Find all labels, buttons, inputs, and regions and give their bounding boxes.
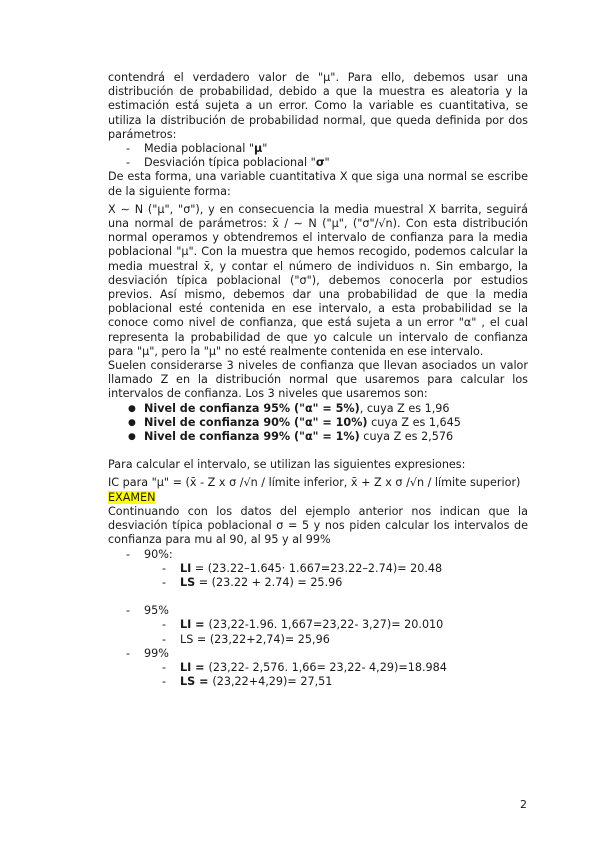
paragraph-confidence-levels: Suelen considerarse 3 niveles de confianza que llevan asociados un valor llamado Z en la distribución normal que usaremos para calcular los intervalos de confianza. Los 3 niveles que usaremos son: <box>108 359 528 401</box>
list-item <box>108 416 528 430</box>
li-value: = (23.22–1.645· 1.667=23.22–2.74)= 20.48 <box>191 561 443 575</box>
param-text: Desviación típica poblacional " <box>144 156 316 170</box>
ls-value: (23,22+4,29)= 27,51 <box>212 675 333 689</box>
paragraph-exercise: Continuando con los datos del ejemplo anterior nos indican que la desviación típica poblacional σ = 5 y nos piden calcular los intervalos de confianza para mu al 90, al 95 y al 99% <box>108 504 528 547</box>
case-results-99 <box>108 661 528 689</box>
list-item <box>108 633 528 647</box>
list-item <box>108 576 528 590</box>
paragraph-sample-mean: X ∼ N ("μ", "σ"), y en consecuencia la media muestral X barrita, seguirá una normal de parámetros: x̄ / ∼ N ("μ", ("σ"/√n). Con esta distribución normal operamos y obtendremos el intervalo de confianza para la media poblacional "μ". Con la muestra que hemos recogido, podemos calcular la media muestral x̄, y contar el número de individuos n. Sin embargo, la desviación típica poblacional ("σ"), debemos conocerla por estudios previos. Así mismo, debemos dar una probabilidad de que la media poblacional esté contenida en ese intervalo, a esta probabilidad se la conoce como nivel de confianza, que está sujeta a un error "α" , el cual representa la probabilidad de que yo calcule un intervalo de confianza para "μ", pero la "μ" no esté realmente contenida en ese intervalo. <box>108 202 528 358</box>
level-label: Nivel de confianza 99% ("α" = 1%) <box>144 430 360 444</box>
list-item <box>108 142 528 156</box>
page-number: 2 <box>520 798 527 811</box>
param-end: " <box>324 156 330 170</box>
ls-label: LS = <box>180 675 213 689</box>
list-item <box>108 661 528 675</box>
case-label: - 90%: <box>108 548 528 562</box>
param-symbol: σ <box>315 156 325 170</box>
li-label: LI = <box>180 618 209 632</box>
case-label: - 99% <box>108 647 528 661</box>
list-item <box>108 402 528 416</box>
li-label: LI <box>180 561 192 575</box>
level-z: cuya Z es 1,645 <box>367 415 461 429</box>
exam-label-line <box>108 491 528 505</box>
list-item <box>108 430 528 444</box>
ls-value: LS = (23,22+2,74)= 25,96 <box>180 632 330 646</box>
case-list-90 <box>108 548 528 562</box>
parameter-list <box>108 142 528 170</box>
case-list-95 <box>108 604 528 618</box>
case-label: - 95% <box>108 604 528 618</box>
case-list-99 <box>108 647 528 661</box>
level-z: , cuya Z es 1,96 <box>359 401 450 415</box>
case-results-90 <box>108 562 528 590</box>
case-results-95 <box>108 618 528 646</box>
level-z: cuya Z es 2,576 <box>359 430 454 444</box>
formula-interval: IC para "μ" = (x̄ - Z x σ /√n / límite inferior, x̄ + Z x σ /√n / límite superior) <box>108 476 521 490</box>
level-label: Nivel de confianza 90% ("α" = 10%) <box>144 415 368 429</box>
ls-value: = (23.22 + 2.74) = 25.96 <box>195 575 343 589</box>
li-label: LI = <box>180 660 209 674</box>
param-symbol: μ <box>254 142 263 156</box>
paragraph-normal-form: De esta forma, una variable cuantitativa X que siga una normal se escribe de la siguiente forma: <box>108 170 528 198</box>
list-item <box>108 156 528 170</box>
ls-label: LS <box>180 575 196 589</box>
li-value: (23,22- 2,576. 1,66= 23,22- 4,29)=18.984 <box>208 660 447 674</box>
confidence-level-list <box>108 402 528 445</box>
exam-highlight: EXAMEN <box>108 490 156 504</box>
param-end: " <box>262 142 268 156</box>
li-value: (23,22-1.96. 1,667=23,22- 3,27)= 20.010 <box>208 618 444 632</box>
list-item <box>108 562 528 576</box>
level-label: Nivel de confianza 95% ("α" = 5%) <box>144 401 360 415</box>
list-item <box>108 618 528 632</box>
paragraph-intro: contendrá el verdadero valor de "μ". Para ello, debemos usar una distribución de probabilidad, debido a que la muestra es aleatoria y la estimación está sujeta a un error. Como la variable es cuantitativa, se utiliza la distribución de probabilidad normal, que queda definida por dos parámetros: <box>108 71 528 141</box>
list-item <box>108 675 528 689</box>
paragraph-expressions: Para calcular el intervalo, se utilizan las siguientes expresiones: <box>108 458 466 472</box>
param-text: Media poblacional " <box>144 142 255 156</box>
page-content <box>108 71 528 689</box>
